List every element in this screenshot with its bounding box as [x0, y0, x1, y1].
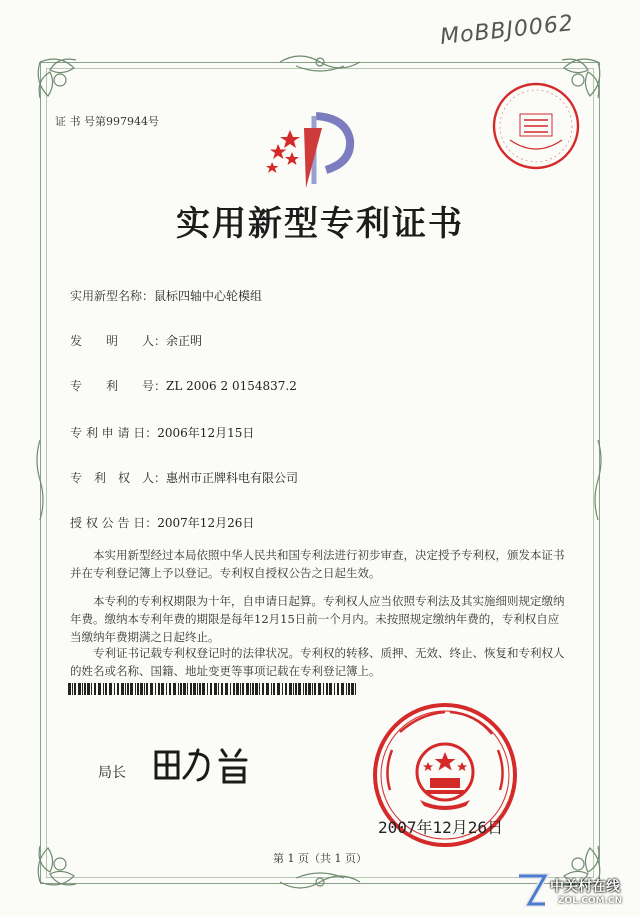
handwritten-note: MoBBJ0062: [439, 11, 576, 50]
seal-date: 2007年12月26日: [378, 818, 504, 837]
page-title: 实用新型专利证书: [176, 204, 464, 244]
agency-seal-icon: [490, 80, 582, 172]
paragraph-term: 本专利的专利权期限为十年，自申请日起算。专利权人应当依照专利法及其实施细则规定缴纳年费。缴纳本专利年费的期限是每年12月15日前一个月内。未按照规定缴纳年费的，专利权自应当缴纳年费期满之日起终止。: [70, 594, 565, 644]
field-patentee: [70, 469, 298, 486]
field-value: 余正明: [166, 334, 203, 348]
certificate-number: 证 书 号第997944号: [55, 115, 159, 128]
field-value: ZL 2006 2 0154837.2: [166, 379, 297, 393]
field-label: 实用新型名称：: [70, 289, 155, 303]
field-label: 授 权 公 告 日：: [70, 516, 158, 530]
field-value: 鼠标四轴中心轮模组: [154, 289, 263, 303]
paragraph-legal-status: 专利证书记载专利权登记时的法律状况。专利权的转移、质押、无效、终止、恢复和专利权人的姓名或名称、国籍、地址变更等事项记载在专利登记簿上。: [70, 646, 565, 678]
field-label: 专 利 申 请 日：: [70, 426, 158, 440]
paragraph-grant: 本实用新型经过本局依照中华人民共和国专利法进行初步审查，决定授予专利权，颁发本证书并在专利登记簿上予以登记。专利权自授权公告之日起生效。: [70, 548, 565, 580]
field-value: 惠州市正牌科电有限公司: [166, 471, 299, 485]
field-patent-number: [70, 377, 297, 394]
patent-office-logo-icon: [258, 108, 368, 194]
field-label: 专 利 权 人：: [70, 471, 167, 485]
field-inventor: [70, 332, 202, 349]
field-label: 专 利 号：: [70, 379, 167, 393]
field-grant-date: [70, 514, 254, 531]
page-number: 第 1 页（共 1 页）: [273, 852, 367, 865]
barcode-icon: [68, 683, 358, 695]
director-signature: [150, 740, 260, 788]
field-utility-model-name: [70, 287, 262, 304]
field-value: 2006年12月15日: [157, 426, 255, 440]
field-application-date: [70, 424, 254, 441]
field-value: 2007年12月26日: [157, 516, 255, 530]
watermark-line1: 中关村在线: [550, 879, 620, 895]
watermark-line2: ZOL.COM.CN: [558, 896, 623, 906]
director-label: 局长: [98, 765, 126, 781]
field-label: 发 明 人：: [70, 334, 167, 348]
